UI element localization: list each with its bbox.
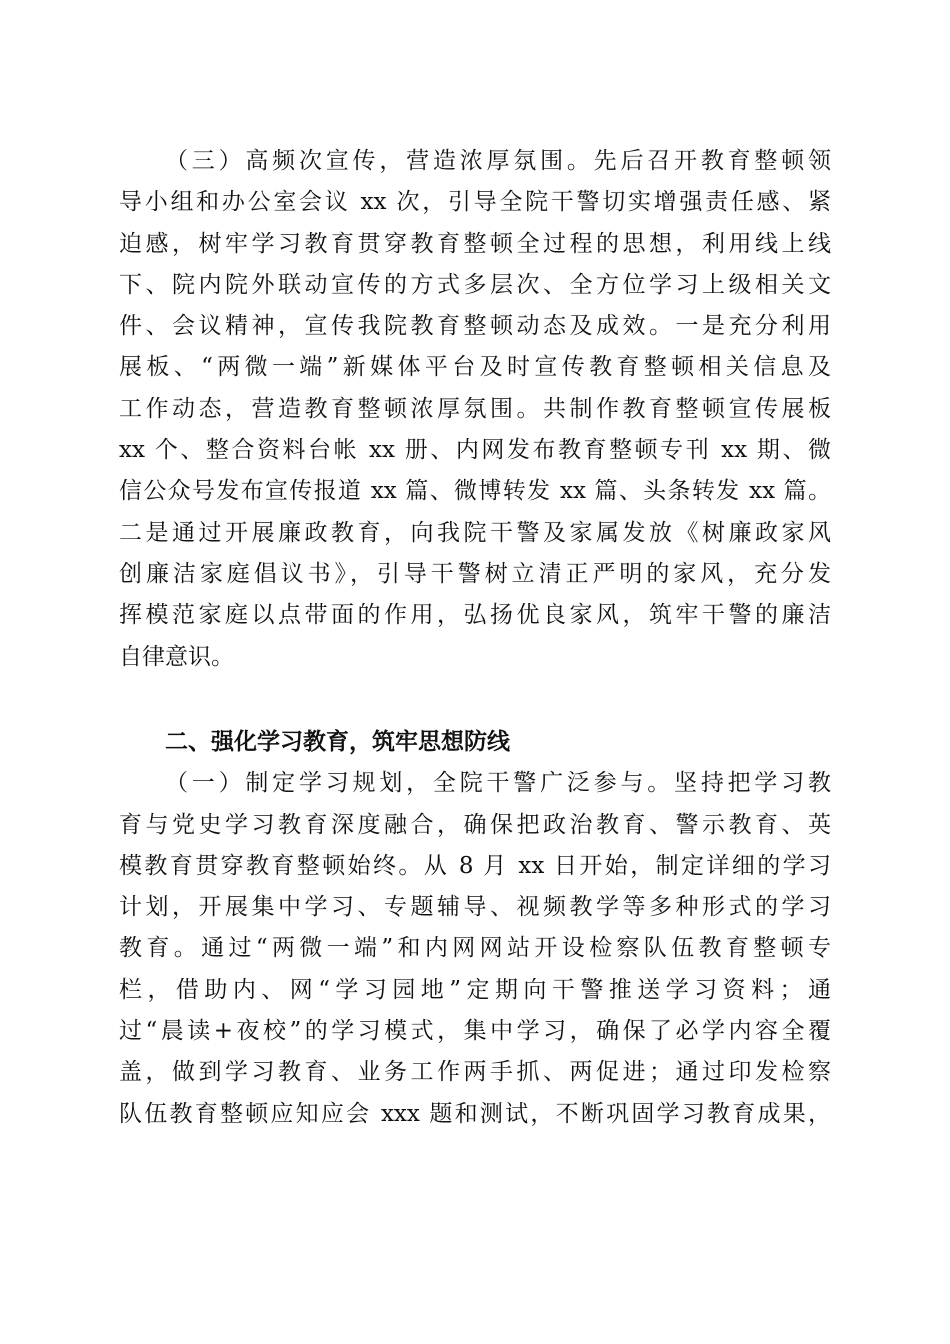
paragraph-line: 导小组和办公室会议 xx 次，引导全院干警切实增强责任感、紧 — [119, 189, 831, 216]
paragraph-line: 过“晨读+夜校”的学习模式，集中学习，确保了必学内容全覆 — [119, 1018, 831, 1045]
paragraph-line: 栏，借助内、网“学习园地”定期向干警推送学习资料；通 — [119, 976, 831, 1003]
paragraph-line: 挥模范家庭以点带面的作用，弘扬优良家风，筑牢干警的廉洁 — [119, 602, 831, 629]
paragraph-line: 教育。通过“两微一端”和内网网站开设检察队伍教育整顿专 — [119, 935, 831, 962]
paragraph-line: xx 个、整合资料台帐 xx 册、内网发布教育整顿专刊 xx 期、微 — [119, 437, 831, 464]
paragraph-line: 创廉洁家庭倡议书》，引导干警树立清正严明的家风，充分发 — [119, 560, 831, 587]
paragraph-line: 迫感，树牢学习教育贯穿教育整顿全过程的思想，利用线上线 — [119, 230, 831, 257]
paragraph-line: 育与党史学习教育深度融合，确保把政治教育、警示教育、英 — [119, 811, 831, 838]
section-study-education — [119, 722, 831, 1135]
paragraph-line: （一）制定学习规划，全院干警广泛参与。坚持把学习教 — [165, 770, 831, 797]
paragraph-line: 件、会议精神，宣传我院教育整顿动态及成效。一是充分利用 — [119, 313, 831, 340]
paragraph-line: 信公众号发布宣传报道 xx 篇、微博转发 xx 篇、头条转发 xx 篇。 — [119, 478, 831, 505]
paragraph-line: 模教育贯穿教育整顿始终。从 8 月 xx 日开始，制定详细的学习 — [119, 852, 831, 879]
paragraph-line: 计划，开展集中学习、专题辅导、视频教学等多种形式的学习 — [119, 894, 831, 921]
paragraph-line: 展板、“两微一端”新媒体平台及时宣传教育整顿相关信息及 — [119, 354, 831, 381]
paragraph-line: 工作动态，营造教育整顿浓厚氛围。共制作教育整顿宣传展板 — [119, 395, 831, 422]
paragraph-line: 下、院内院外联动宣传的方式多层次、全方位学习上级相关文 — [119, 271, 831, 298]
paragraph-line: 盖，做到学习教育、业务工作两手抓、两促进；通过印发检察 — [119, 1059, 831, 1086]
paragraph-line: （三）高频次宣传，营造浓厚氛围。先后召开教育整顿领 — [165, 148, 831, 174]
paragraph-line: 队伍教育整顿应知应会 xxx 题和测试，不断巩固学习教育成果， — [119, 1100, 831, 1127]
paragraph-line: 自律意识。 — [119, 643, 234, 670]
paragraph-publicity — [119, 141, 831, 678]
paragraph-line: 二是通过开展廉政教育，向我院干警及家属发放《树廉政家风 — [119, 519, 831, 546]
section-heading: 二、强化学习教育，筑牢思想防线 — [165, 729, 510, 755]
